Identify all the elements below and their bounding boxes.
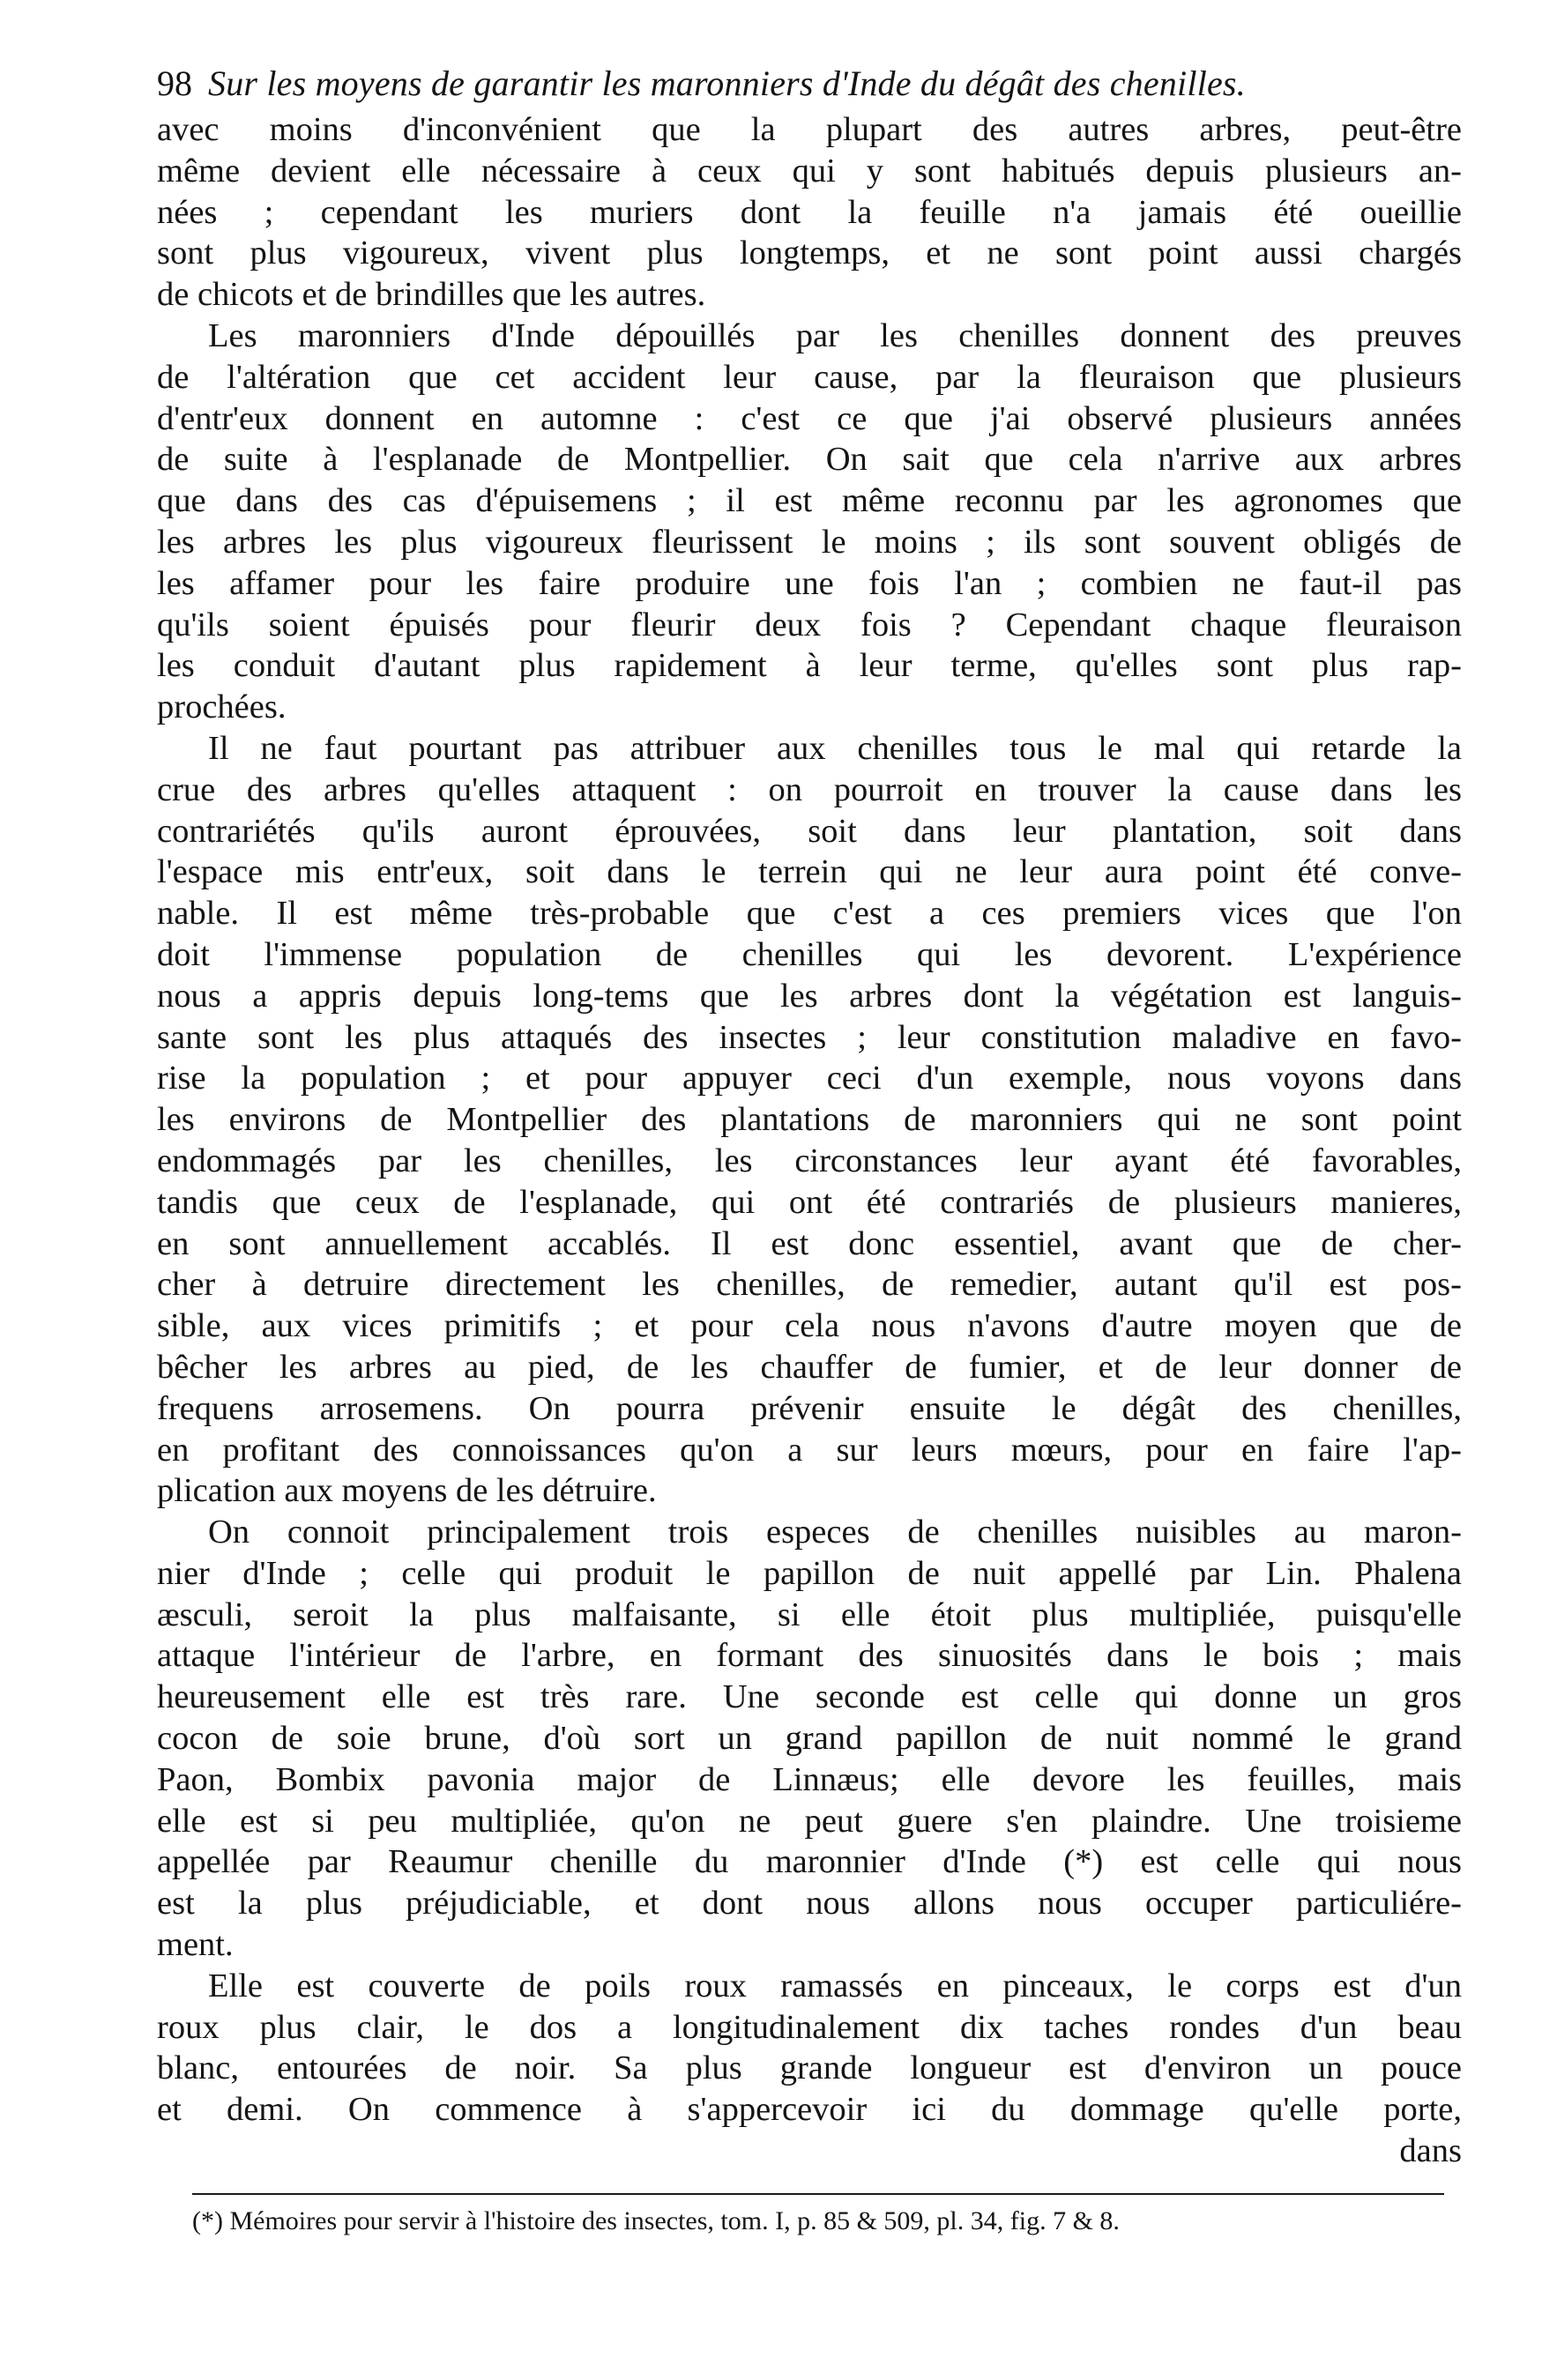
text-line: de suite à l'esplanade de Montpellier. On sait que cela n'arrive aux arbres bbox=[157, 441, 1462, 479]
text-line: cher à detruire directement les chenilles, de remedier, autant qu'il est pos- bbox=[157, 1266, 1462, 1304]
text-line: Il ne faut pourtant pas attribuer aux chenilles tous le mal qui retarde la bbox=[208, 729, 1462, 767]
text-line: heureusement elle est très rare. Une seconde est celle qui donne un gros bbox=[157, 1678, 1462, 1716]
book-page bbox=[157, 58, 1462, 2239]
text-line: sont plus vigoureux, vivent plus longtemps, et ne sont point aussi chargés bbox=[157, 234, 1462, 272]
text-line: crue des arbres qu'elles attaquent : on pourroit en trouver la cause dans les bbox=[157, 770, 1462, 808]
text-line: nable. Il est même très-probable que c'est a ces premiers vices que l'on bbox=[157, 895, 1462, 933]
text-line: doit l'immense population de chenilles qui les devorent. L'expérience bbox=[157, 935, 1462, 973]
text-line: Elle est couverte de poils roux ramassés en pinceaux, le corps est d'un bbox=[208, 1967, 1462, 2004]
text-line: Paon, Bombix pavonia major de Linnæus; elle devore les feuilles, mais bbox=[157, 1760, 1462, 1798]
text-line: tandis que ceux de l'esplanade, qui ont été contrariés de plusieurs manieres, bbox=[157, 1183, 1462, 1221]
text-line: attaque l'intérieur de l'arbre, en formant des sinuosités dans le bois ; mais bbox=[157, 1637, 1462, 1675]
text-line: les affamer pour les faire produire une fois l'an ; combien ne faut-il pas bbox=[157, 564, 1462, 602]
text-line: æsculi, seroit la plus malfaisante, si elle étoit plus multipliée, puisqu'elle bbox=[157, 1595, 1462, 1633]
text-line: est la plus préjudiciable, et dont nous allons nous occuper particuliére- bbox=[157, 1885, 1462, 1923]
text-line: endommagés par les chenilles, les circonstances leur ayant été favorables, bbox=[157, 1142, 1462, 1179]
text-line: de chicots et de brindilles que les autres. bbox=[157, 276, 706, 314]
body-text bbox=[157, 109, 1462, 2172]
text-line: contrariétés qu'ils auront éprouvées, soit dans leur plantation, soit dans bbox=[157, 812, 1462, 850]
text-line: nous a appris depuis long-tems que les arbres dont la végétation est languis- bbox=[157, 977, 1462, 1015]
text-line: sible, aux vices primitifs ; et pour cela nous n'avons d'autre moyen que de bbox=[157, 1307, 1462, 1345]
text-line: de l'altération que cet accident leur cause, par la fleuraison que plusieurs bbox=[157, 358, 1462, 396]
text-line: plication aux moyens de les détruire. bbox=[157, 1472, 657, 1510]
footnote-rule bbox=[192, 2193, 1444, 2195]
text-line: bêcher les arbres au pied, de les chauffer de fumier, et de leur donner de bbox=[157, 1348, 1462, 1386]
text-line: qu'ils soient épuisés pour fleurir deux fois ? Cependant chaque fleuraison bbox=[157, 606, 1462, 643]
text-line: prochées. bbox=[157, 688, 287, 726]
text-line: et demi. On commence à s'appercevoir ici du dommage qu'elle porte, bbox=[157, 2091, 1462, 2129]
text-line: les environs de Montpellier des plantations de maronniers qui ne sont point bbox=[157, 1101, 1462, 1139]
text-line: en profitant des connoissances qu'on a sur leurs mœurs, pour en faire l'ap- bbox=[157, 1431, 1462, 1469]
running-title: Sur les moyens de garantir les maronniers d'Inde du dégât des chenilles. bbox=[208, 63, 1246, 103]
text-line: On connoit principalement trois especes de chenilles nuisibles au maron- bbox=[208, 1514, 1462, 1551]
text-line: cocon de soie brune, d'où sort un grand papillon de nuit nommé le grand bbox=[157, 1720, 1462, 1758]
footnote: (*) Mémoires pour servir à l'histoire des insectes, tom. I, p. 85 & 509, pl. 34, fig. 7 & 8. bbox=[192, 2205, 1120, 2235]
text-line: roux plus clair, le dos a longitudinalement dix taches rondes d'un beau bbox=[157, 2008, 1462, 2046]
text-line: même devient elle nécessaire à ceux qui y sont habitués depuis plusieurs an- bbox=[157, 152, 1462, 190]
page-number: 98 bbox=[157, 63, 192, 103]
page-header bbox=[157, 58, 1462, 109]
text-line: les conduit d'autant plus rapidement à leur terme, qu'elles sont plus rap- bbox=[157, 647, 1462, 685]
text-line: d'entr'eux donnent en automne : c'est ce que j'ai observé plusieurs années bbox=[157, 399, 1462, 437]
text-line: l'espace mis entr'eux, soit dans le terrein qui ne leur aura point été conve- bbox=[157, 853, 1462, 891]
text-line: ment. bbox=[157, 1926, 234, 1964]
text-line: frequens arrosemens. On pourra prévenir ensuite le dégât des chenilles, bbox=[157, 1389, 1462, 1427]
catchword: dans bbox=[1399, 2132, 1462, 2170]
text-line: Les maronniers d'Inde dépouillés par les chenilles donnent des preuves bbox=[208, 316, 1462, 354]
text-line: en sont annuellement accablés. Il est donc essentiel, avant que de cher- bbox=[157, 1224, 1462, 1262]
text-line: elle est si peu multipliée, qu'on ne peut guere s'en plaindre. Une troisieme bbox=[157, 1802, 1462, 1840]
text-line: sante sont les plus attaqués des insectes ; leur constitution maladive en favo- bbox=[157, 1018, 1462, 1056]
text-line: que dans des cas d'épuisemens ; il est même reconnu par les agronomes que bbox=[157, 482, 1462, 520]
text-line: avec moins d'inconvénient que la plupart des autres arbres, peut-être bbox=[157, 111, 1462, 148]
text-line: les arbres les plus vigoureux fleurissent le moins ; ils sont souvent obligés de bbox=[157, 523, 1462, 561]
text-line: blanc, entourées de noir. Sa plus grande longueur est d'environ un pouce bbox=[157, 2049, 1462, 2087]
text-line: appellée par Reaumur chenille du maronnier d'Inde (*) est celle qui nous bbox=[157, 1843, 1462, 1881]
text-line: rise la population ; et pour appuyer ceci d'un exemple, nous voyons dans bbox=[157, 1060, 1462, 1097]
text-line: nier d'Inde ; celle qui produit le papillon de nuit appellé par Lin. Phalena bbox=[157, 1554, 1462, 1592]
text-line: nées ; cependant les muriers dont la feuille n'a jamais été oueillie bbox=[157, 193, 1462, 231]
